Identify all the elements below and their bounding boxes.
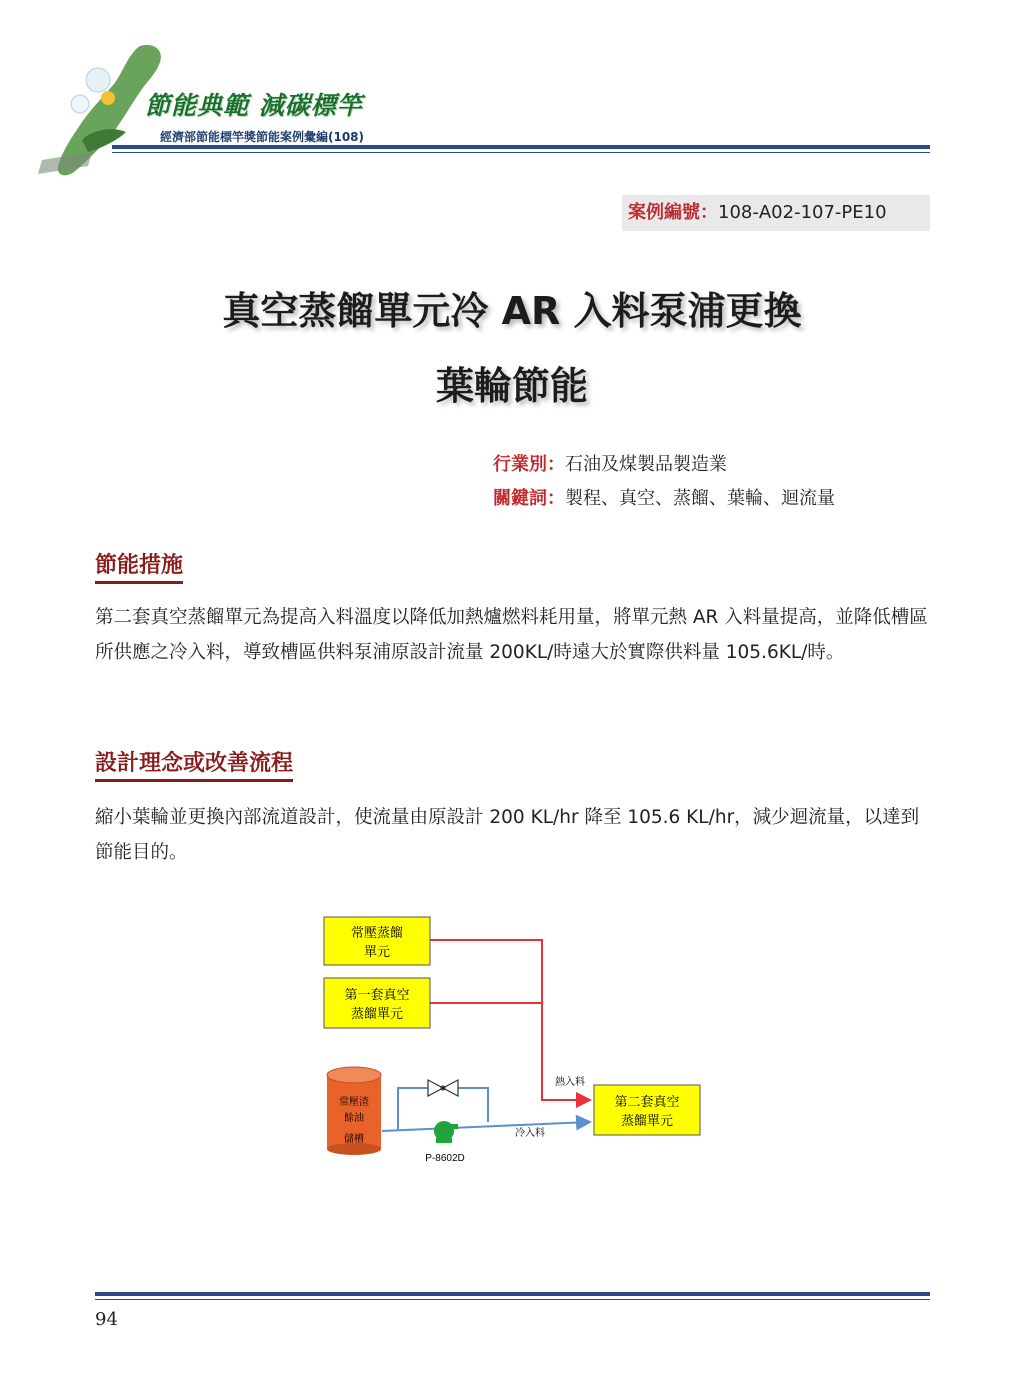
hot-feed-line: [430, 940, 590, 1100]
box-atm-line1: 常壓蒸餾: [350, 926, 404, 941]
tank-line1: 常壓渣: [339, 1097, 369, 1108]
section-heading-design: 設計理念或改善流程: [95, 746, 293, 782]
section-body-design: 縮小葉輪並更換內部流道設計，使流量由原設計 200 KL/hr 降至 105.6 KL/hr，減少迴流量，以達到節能目的。: [95, 807, 920, 863]
case-number-value: 108-A02-107-PE10: [718, 202, 887, 223]
box-vac1-line1: 第一套真空: [344, 988, 410, 1003]
header-rule-thin: [112, 152, 930, 153]
cold-feed-line: [382, 1122, 590, 1131]
box-vac1-line2: 蒸餾單元: [350, 1007, 404, 1022]
section-heading-measures: 節能措施: [95, 548, 183, 584]
keywords-value: 製程、真空、蒸餾、葉輪、迴流量: [565, 488, 835, 509]
cold-feed-label: 冷入料: [515, 1128, 545, 1139]
page-number: 94: [95, 1309, 118, 1330]
page-title-line1: 真空蒸餾單元冷 AR 入料泵浦更換: [222, 289, 802, 333]
box-vac2-line2: 蒸餾單元: [620, 1114, 674, 1129]
case-number: [622, 195, 930, 231]
keywords-row: [493, 484, 835, 510]
box-atm-line2: 單元: [363, 945, 391, 960]
pump-label: P-8602D: [425, 1153, 465, 1164]
tank-line3: 儲槽: [344, 1134, 364, 1145]
keywords-label: 關鍵詞：: [493, 488, 565, 509]
case-number-label: 案例編號：: [628, 202, 718, 223]
industry-label: 行業別：: [493, 454, 565, 475]
footer-rule-thin: [95, 1299, 930, 1300]
header-subtitle: 經濟部節能標竿獎節能案例彙編(108): [160, 130, 365, 144]
header-title: 節能典範 減碳標竿: [145, 91, 363, 120]
box-vac2-line1: 第二套真空: [614, 1095, 680, 1110]
footer-rule-thick: [95, 1292, 930, 1296]
pump-icon: [434, 1121, 458, 1143]
page-title-line2: 葉輪節能: [435, 364, 588, 408]
valve-icon: [428, 1080, 458, 1096]
hot-feed-label: 熱入料: [555, 1077, 585, 1088]
industry-value: 石油及煤製品製造業: [565, 454, 727, 475]
section-body-measures: 第二套真空蒸餾單元為提高入料溫度以降低加熱爐燃料耗用量，將單元熱 AR 入料量提高，並降低槽區所供應之冷入料，導致槽區供料泵浦原設計流量 200KL/時遠大於實際供料量 105.6KL/時。: [95, 607, 928, 663]
tank-line2: 餘油: [344, 1113, 364, 1124]
header-rule-thick: [112, 145, 930, 149]
process-flow-diagram: [300, 900, 720, 1180]
industry-row: [493, 450, 727, 476]
